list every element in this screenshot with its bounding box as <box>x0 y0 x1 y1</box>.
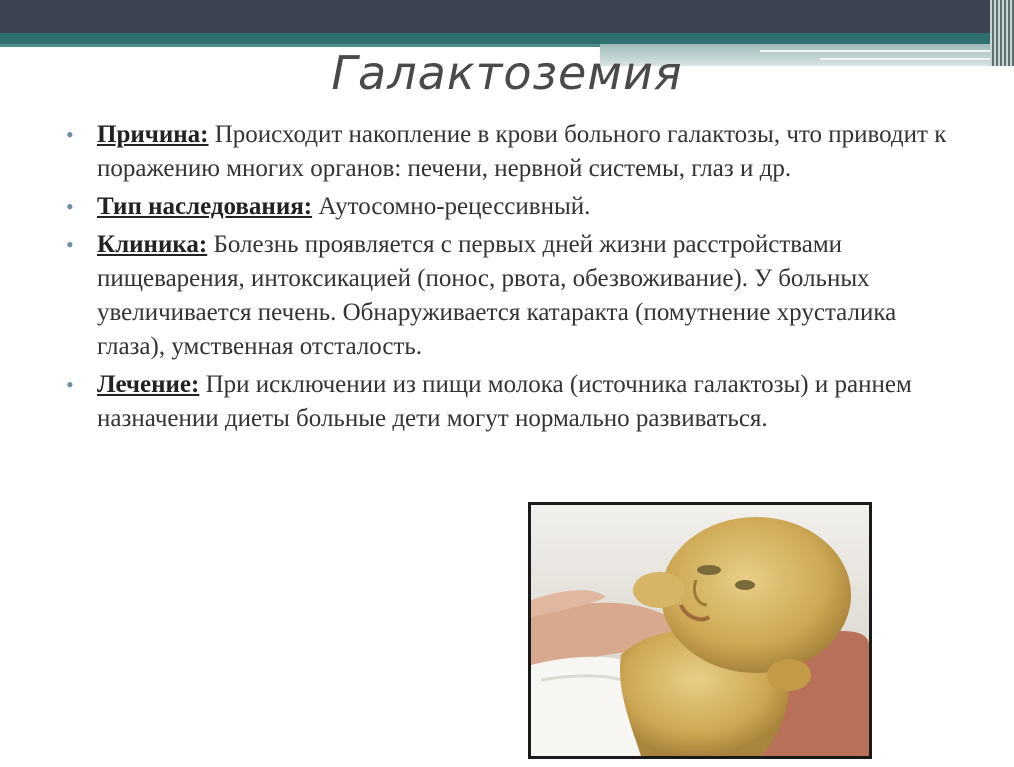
bullet-icon: • <box>66 194 74 219</box>
header-band-teal <box>0 33 1014 44</box>
bullet-icon: • <box>66 122 74 147</box>
header-band-dark <box>0 0 1014 33</box>
baby-photo <box>528 502 872 759</box>
item-text: При исключении из пищи молока (источника галактозы) и раннем назначении диеты больные дети могут нормально развиваться. <box>97 371 912 432</box>
baby-illustration <box>531 505 869 756</box>
bullet-list <box>66 118 966 440</box>
item-label: Клиника: <box>97 231 208 258</box>
item-text: Происходит накопление в крови больного галактозы, что приводит к поражению многих органов: печени, нервной системы, глаз и др. <box>97 121 947 182</box>
bullet-icon: • <box>66 372 74 397</box>
item-label: Тип наследования: <box>97 193 313 220</box>
bullet-icon: • <box>66 232 74 257</box>
item-text: Аутосомно-рецессивный. <box>312 193 591 220</box>
item-label: Причина: <box>97 121 209 148</box>
list-item <box>66 190 966 224</box>
list-item <box>66 368 966 436</box>
item-text: Болезнь проявляется с первых дней жизни расстройствами пищеварения, интоксикацией (понос, рвота, обезвоживание). У больных увеличивается печень. Обнаруживается катаракта (помутнение хрусталика глаза), умственная отсталость. <box>97 231 897 360</box>
list-item <box>66 228 966 364</box>
slide-title: Галактоземия <box>331 46 683 100</box>
item-label: Лечение: <box>97 371 200 398</box>
list-item <box>66 118 966 186</box>
